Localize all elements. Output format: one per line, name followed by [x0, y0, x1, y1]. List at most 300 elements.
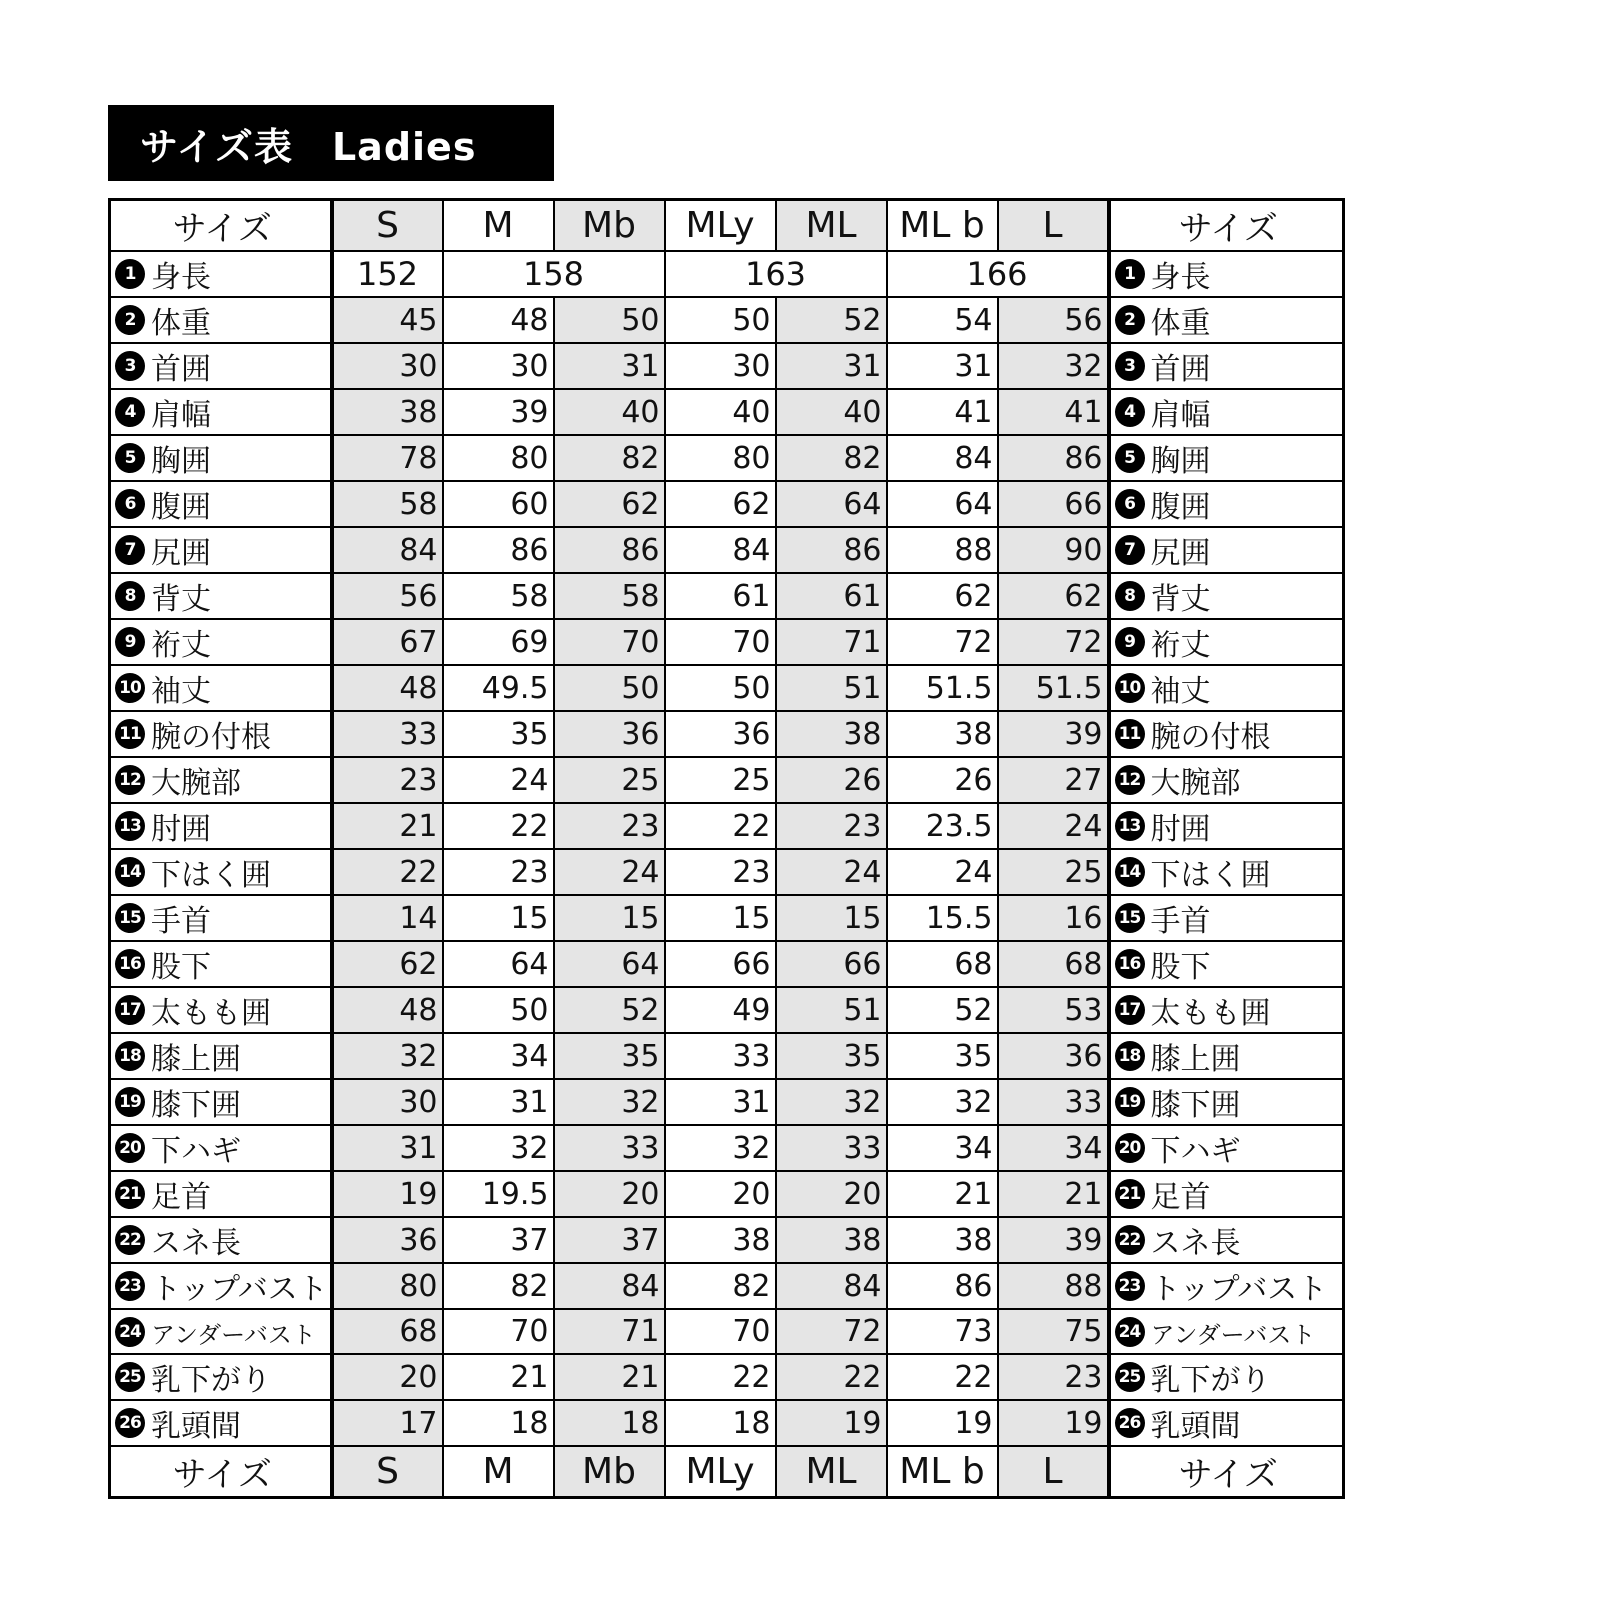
row-label-left [110, 1354, 332, 1400]
measurement-label: 大腕部 [151, 766, 241, 801]
measurement-value: 50 [554, 297, 665, 343]
size-header-cell: S [332, 1446, 443, 1498]
measurement-label: 乳下がり [151, 1363, 271, 1398]
measurement-value: 68 [887, 941, 998, 987]
measurement-value: 20 [332, 1354, 443, 1400]
measurement-value: 40 [665, 389, 776, 435]
height-value: 166 [887, 251, 1109, 297]
measurement-value: 26 [887, 757, 998, 803]
measurement-value: 62 [332, 941, 443, 987]
row-label-right [1109, 1400, 1344, 1446]
number-badge: 15 [1115, 903, 1145, 933]
table-row [110, 1171, 1344, 1217]
row-label-left [110, 1400, 332, 1446]
number-badge: 2 [115, 305, 145, 335]
measurement-value: 33 [332, 711, 443, 757]
row-label-left [110, 573, 332, 619]
row-label-right [1109, 665, 1344, 711]
measurement-label: 膝上囲 [151, 1042, 241, 1077]
measurement-label: 肘囲 [1150, 812, 1211, 847]
measurement-value: 22 [665, 1354, 776, 1400]
row-label-left [110, 1171, 332, 1217]
number-badge: 21 [115, 1179, 145, 1209]
measurement-value: 84 [665, 527, 776, 573]
measurement-value: 19 [332, 1171, 443, 1217]
measurement-value: 33 [776, 1125, 887, 1171]
table-row [110, 389, 1344, 435]
measurement-value: 15 [554, 895, 665, 941]
measurement-value: 21 [332, 803, 443, 849]
measurement-label: 体重 [151, 306, 211, 341]
measurement-value: 18 [443, 1400, 554, 1446]
measurement-value: 21 [998, 1171, 1109, 1217]
row-label-left [110, 665, 332, 711]
measurement-value: 16 [998, 895, 1109, 941]
measurement-value: 22 [332, 849, 443, 895]
measurement-label: 膝上囲 [1150, 1042, 1241, 1077]
measurement-value: 48 [443, 297, 554, 343]
measurement-label: 下ハギ [151, 1134, 241, 1169]
measurement-label: 尻囲 [1150, 536, 1211, 571]
table-row [110, 343, 1344, 389]
measurement-value: 51 [776, 987, 887, 1033]
row-label-left [110, 481, 332, 527]
measurement-value: 70 [665, 1309, 776, 1354]
number-badge: 26 [1115, 1408, 1145, 1438]
number-badge: 3 [1115, 351, 1145, 381]
measurement-label: 尻囲 [151, 536, 211, 571]
measurement-value: 40 [776, 389, 887, 435]
table-row [110, 1125, 1344, 1171]
measurement-label: 腕の付根 [1150, 720, 1271, 755]
measurement-value: 23 [443, 849, 554, 895]
measurement-value: 82 [776, 435, 887, 481]
measurement-value: 52 [554, 987, 665, 1033]
measurement-value: 84 [554, 1263, 665, 1309]
measurement-label: 手首 [151, 904, 211, 939]
table-row [110, 895, 1344, 941]
measurement-value: 15 [443, 895, 554, 941]
measurement-label: 股下 [151, 950, 211, 985]
size-header-cell: S [332, 200, 443, 252]
measurement-value: 51.5 [887, 665, 998, 711]
measurement-label: 胸囲 [1150, 444, 1211, 479]
number-badge: 13 [1115, 811, 1145, 841]
measurement-label: 身長 [151, 260, 211, 295]
measurement-value: 27 [998, 757, 1109, 803]
measurement-label: 裄丈 [151, 628, 211, 663]
row-label-left [110, 1033, 332, 1079]
measurement-value: 69 [443, 619, 554, 665]
measurement-value: 67 [332, 619, 443, 665]
number-badge: 22 [1115, 1225, 1145, 1255]
measurement-value: 86 [887, 1263, 998, 1309]
height-value: 158 [443, 251, 665, 297]
measurement-label: 膝下囲 [151, 1088, 241, 1123]
size-header-cell: M [443, 200, 554, 252]
measurement-label: 背丈 [1150, 582, 1211, 617]
row-label-left [110, 343, 332, 389]
measurement-value: 84 [332, 527, 443, 573]
measurement-value: 88 [998, 1263, 1109, 1309]
row-label-right [1109, 343, 1344, 389]
measurement-value: 22 [776, 1354, 887, 1400]
measurement-value: 38 [887, 1217, 998, 1263]
number-badge: 6 [115, 489, 145, 519]
measurement-value: 31 [443, 1079, 554, 1125]
size-header-cell: Mb [554, 1446, 665, 1498]
measurement-value: 23.5 [887, 803, 998, 849]
measurement-label: 首囲 [151, 352, 211, 387]
measurement-value: 35 [443, 711, 554, 757]
measurement-value: 61 [776, 573, 887, 619]
table-row [110, 803, 1344, 849]
measurement-value: 22 [887, 1354, 998, 1400]
number-badge: 1 [115, 259, 145, 289]
number-badge: 8 [115, 581, 145, 611]
measurement-label: 肩幅 [1150, 398, 1211, 433]
measurement-value: 66 [776, 941, 887, 987]
row-label-right [1109, 1171, 1344, 1217]
size-header-cell: ML [776, 200, 887, 252]
row-label-left [110, 1217, 332, 1263]
measurement-value: 58 [443, 573, 554, 619]
measurement-value: 32 [554, 1079, 665, 1125]
measurement-value: 82 [443, 1263, 554, 1309]
measurement-value: 36 [554, 711, 665, 757]
row-label-left [110, 895, 332, 941]
row-label-left [110, 1263, 332, 1309]
measurement-value: 21 [887, 1171, 998, 1217]
measurement-value: 35 [776, 1033, 887, 1079]
measurement-value: 35 [554, 1033, 665, 1079]
number-badge: 22 [115, 1225, 145, 1255]
measurement-value: 54 [887, 297, 998, 343]
row-label-right [1109, 1079, 1344, 1125]
number-badge: 13 [115, 811, 145, 841]
measurement-value: 62 [998, 573, 1109, 619]
measurement-value: 25 [665, 757, 776, 803]
measurement-value: 53 [998, 987, 1109, 1033]
number-badge: 18 [1115, 1041, 1145, 1071]
row-label-right [1109, 1309, 1344, 1354]
measurement-value: 56 [998, 297, 1109, 343]
number-badge: 17 [115, 995, 145, 1025]
measurement-value: 38 [332, 389, 443, 435]
measurement-value: 32 [998, 343, 1109, 389]
row-label-right [1109, 619, 1344, 665]
row-label-left [110, 527, 332, 573]
measurement-label: 裄丈 [1150, 628, 1211, 663]
number-badge: 17 [1115, 995, 1145, 1025]
measurement-value: 31 [332, 1125, 443, 1171]
measurement-label: 腹囲 [151, 490, 211, 525]
table-row [110, 1309, 1344, 1354]
measurement-value: 32 [443, 1125, 554, 1171]
measurement-value: 71 [554, 1309, 665, 1354]
measurement-label: 太もも囲 [151, 996, 271, 1031]
row-label-right [1109, 1217, 1344, 1263]
measurement-value: 24 [776, 849, 887, 895]
size-header-cell: ML [776, 1446, 887, 1498]
measurement-label: 体重 [1150, 306, 1211, 341]
size-header-cell: M [443, 1446, 554, 1498]
measurement-value: 30 [443, 343, 554, 389]
measurement-value: 86 [998, 435, 1109, 481]
measurement-value: 36 [332, 1217, 443, 1263]
measurement-value: 73 [887, 1309, 998, 1354]
measurement-value: 25 [554, 757, 665, 803]
measurement-value: 84 [776, 1263, 887, 1309]
measurement-value: 86 [443, 527, 554, 573]
measurement-value: 62 [554, 481, 665, 527]
measurement-label: 膝下囲 [1150, 1088, 1241, 1123]
row-label-left [110, 435, 332, 481]
measurement-value: 62 [665, 481, 776, 527]
row-label-right [1109, 1125, 1344, 1171]
measurement-label: 袖丈 [151, 674, 211, 709]
measurement-value: 71 [776, 619, 887, 665]
measurement-value: 34 [443, 1033, 554, 1079]
measurement-value: 82 [554, 435, 665, 481]
number-badge: 24 [115, 1317, 145, 1347]
measurement-label: スネ長 [151, 1226, 241, 1261]
size-header-cell: MLy [665, 200, 776, 252]
measurement-label: 腹囲 [1150, 490, 1211, 525]
table-row [110, 435, 1344, 481]
measurement-value: 70 [665, 619, 776, 665]
table-row [110, 711, 1344, 757]
measurement-value: 31 [665, 1079, 776, 1125]
table-row [110, 757, 1344, 803]
number-badge: 11 [115, 719, 145, 749]
table-row [110, 527, 1344, 573]
row-label-right [1109, 1354, 1344, 1400]
measurement-value: 24 [887, 849, 998, 895]
number-badge: 10 [1115, 673, 1145, 703]
number-badge: 14 [115, 857, 145, 887]
measurement-value: 18 [665, 1400, 776, 1446]
table-row [110, 251, 1344, 297]
measurement-label: 下はく囲 [151, 858, 271, 893]
number-badge: 8 [1115, 581, 1145, 611]
measurement-label: 太もも囲 [1150, 996, 1271, 1031]
measurement-value: 48 [332, 987, 443, 1033]
number-badge: 7 [115, 535, 145, 565]
row-label-left [110, 1309, 332, 1354]
table-row [110, 573, 1344, 619]
measurement-value: 19 [776, 1400, 887, 1446]
number-badge: 12 [1115, 765, 1145, 795]
measurement-value: 33 [665, 1033, 776, 1079]
measurement-value: 40 [554, 389, 665, 435]
row-label-right [1109, 481, 1344, 527]
measurement-value: 38 [776, 711, 887, 757]
measurement-value: 23 [998, 1354, 1109, 1400]
measurement-value: 51.5 [998, 665, 1109, 711]
size-header-cell: Mb [554, 200, 665, 252]
size-table [108, 198, 1345, 1499]
measurement-value: 36 [665, 711, 776, 757]
row-label-left [110, 757, 332, 803]
table-row [110, 1400, 1344, 1446]
measurement-label: 足首 [151, 1180, 211, 1215]
number-badge: 9 [115, 627, 145, 657]
number-badge: 23 [1115, 1271, 1145, 1301]
measurement-value: 72 [887, 619, 998, 665]
measurement-value: 30 [332, 343, 443, 389]
number-badge: 3 [115, 351, 145, 381]
number-badge: 25 [1115, 1362, 1145, 1392]
measurement-value: 80 [332, 1263, 443, 1309]
number-badge: 18 [115, 1041, 145, 1071]
row-label-right [1109, 297, 1344, 343]
measurement-value: 70 [443, 1309, 554, 1354]
measurement-value: 18 [554, 1400, 665, 1446]
measurement-value: 24 [443, 757, 554, 803]
size-header-label: サイズ [1109, 1446, 1344, 1498]
measurement-value: 15 [665, 895, 776, 941]
measurement-label: 下はく囲 [1150, 858, 1271, 893]
number-badge: 11 [1115, 719, 1145, 749]
number-badge: 7 [1115, 535, 1145, 565]
number-badge: 4 [1115, 397, 1145, 427]
row-label-right [1109, 849, 1344, 895]
measurement-value: 45 [332, 297, 443, 343]
number-badge: 4 [115, 397, 145, 427]
measurement-label: トップバスト [1150, 1272, 1328, 1307]
row-label-right [1109, 895, 1344, 941]
row-label-left [110, 297, 332, 343]
measurement-value: 62 [887, 573, 998, 619]
measurement-value: 61 [665, 573, 776, 619]
measurement-value: 48 [332, 665, 443, 711]
table-row [110, 481, 1344, 527]
size-header-cell: L [998, 200, 1109, 252]
measurement-label: 胸囲 [151, 444, 211, 479]
measurement-value: 33 [998, 1079, 1109, 1125]
measurement-value: 49 [665, 987, 776, 1033]
measurement-value: 33 [554, 1125, 665, 1171]
measurement-value: 75 [998, 1309, 1109, 1354]
measurement-value: 72 [776, 1309, 887, 1354]
size-header-label: サイズ [110, 1446, 332, 1498]
table-row [110, 1079, 1344, 1125]
measurement-value: 19 [887, 1400, 998, 1446]
number-badge: 19 [1115, 1087, 1145, 1117]
row-label-right [1109, 527, 1344, 573]
measurement-value: 64 [776, 481, 887, 527]
table-row [110, 297, 1344, 343]
measurement-value: 82 [665, 1263, 776, 1309]
row-label-left [110, 711, 332, 757]
number-badge: 2 [1115, 305, 1145, 335]
measurement-value: 20 [776, 1171, 887, 1217]
number-badge: 5 [115, 443, 145, 473]
number-badge: 19 [115, 1087, 145, 1117]
measurement-value: 38 [887, 711, 998, 757]
table-row [110, 987, 1344, 1033]
measurement-value: 66 [998, 481, 1109, 527]
measurement-value: 25 [998, 849, 1109, 895]
size-header-cell: ML b [887, 200, 998, 252]
height-value: 163 [665, 251, 887, 297]
size-header-row [110, 200, 1344, 252]
measurement-value: 15.5 [887, 895, 998, 941]
row-label-left [110, 1125, 332, 1171]
measurement-value: 21 [554, 1354, 665, 1400]
measurement-value: 31 [887, 343, 998, 389]
table-row [110, 941, 1344, 987]
measurement-value: 23 [332, 757, 443, 803]
page-title: サイズ表 Ladies [108, 105, 554, 181]
measurement-value: 38 [665, 1217, 776, 1263]
measurement-label: 肘囲 [151, 812, 211, 847]
row-label-right [1109, 711, 1344, 757]
measurement-label: 大腕部 [1150, 766, 1241, 801]
number-badge: 14 [1115, 857, 1145, 887]
measurement-value: 64 [443, 941, 554, 987]
number-badge: 1 [1115, 259, 1145, 289]
measurement-value: 32 [776, 1079, 887, 1125]
measurement-value: 41 [887, 389, 998, 435]
measurement-value: 50 [665, 665, 776, 711]
measurement-value: 56 [332, 573, 443, 619]
measurement-label: 身長 [1150, 260, 1211, 295]
measurement-label: 股下 [1150, 950, 1211, 985]
measurement-value: 24 [998, 803, 1109, 849]
measurement-value: 78 [332, 435, 443, 481]
measurement-value: 66 [665, 941, 776, 987]
size-header-cell: MLy [665, 1446, 776, 1498]
measurement-value: 34 [887, 1125, 998, 1171]
row-label-left [110, 849, 332, 895]
row-label-right [1109, 803, 1344, 849]
number-badge: 16 [115, 949, 145, 979]
measurement-value: 38 [776, 1217, 887, 1263]
number-badge: 9 [1115, 627, 1145, 657]
row-label-right [1109, 1033, 1344, 1079]
measurement-value: 49.5 [443, 665, 554, 711]
number-badge: 26 [115, 1408, 145, 1438]
measurement-value: 24 [554, 849, 665, 895]
table-row [110, 665, 1344, 711]
number-badge: 25 [115, 1362, 145, 1392]
size-header-row [110, 1446, 1344, 1498]
measurement-value: 90 [998, 527, 1109, 573]
size-header-cell: L [998, 1446, 1109, 1498]
measurement-value: 60 [443, 481, 554, 527]
measurement-label: 乳下がり [1150, 1363, 1271, 1398]
row-label-left [110, 389, 332, 435]
measurement-value: 50 [443, 987, 554, 1033]
measurement-value: 50 [665, 297, 776, 343]
measurement-value: 52 [776, 297, 887, 343]
measurement-value: 23 [776, 803, 887, 849]
number-badge: 20 [1115, 1133, 1145, 1163]
measurement-value: 32 [332, 1033, 443, 1079]
measurement-value: 58 [332, 481, 443, 527]
number-badge: 5 [1115, 443, 1145, 473]
row-label-right [1109, 251, 1344, 297]
measurement-label: 乳頭間 [1150, 1409, 1241, 1444]
measurement-value: 58 [554, 573, 665, 619]
measurement-value: 34 [998, 1125, 1109, 1171]
row-label-right [1109, 987, 1344, 1033]
measurement-value: 31 [776, 343, 887, 389]
row-label-left [110, 941, 332, 987]
row-label-left [110, 1079, 332, 1125]
